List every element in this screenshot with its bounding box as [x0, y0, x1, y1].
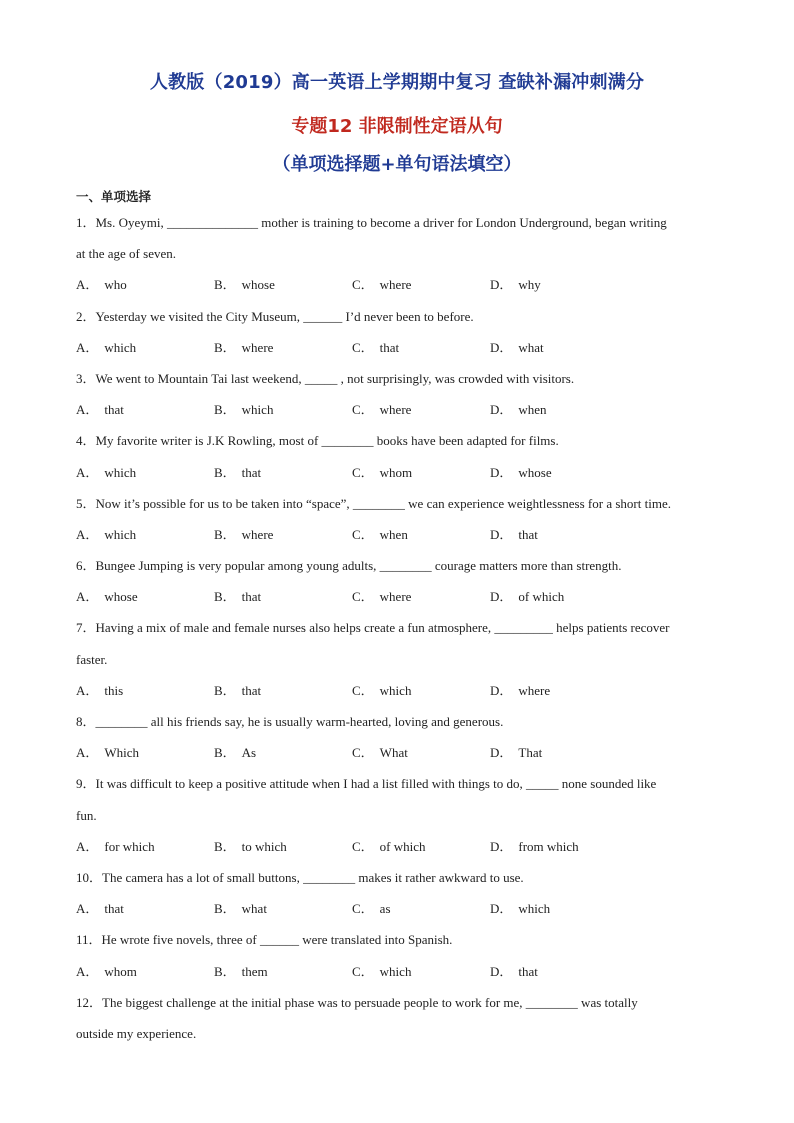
option-text: of which: [518, 589, 565, 605]
option-row: [76, 457, 726, 488]
answer-option: [76, 893, 214, 924]
answer-option: [76, 675, 214, 706]
option-text: As: [241, 745, 257, 761]
option-row: [76, 956, 726, 987]
option-row: [76, 737, 726, 768]
answer-option: [76, 332, 214, 363]
answer-option: [352, 519, 490, 550]
question-text: outside my experience.: [76, 1025, 197, 1041]
option-label: B．: [214, 745, 236, 761]
question-item: [76, 301, 726, 363]
option-label: C．: [352, 464, 374, 480]
document-subtitle: （单项选择题+单句语法填空）: [272, 154, 522, 175]
option-label: A．: [76, 682, 99, 698]
question-item: [76, 924, 726, 986]
answer-option: [76, 737, 214, 768]
option-label: D．: [490, 682, 513, 698]
answer-option: [76, 394, 214, 425]
answer-option: [76, 956, 214, 987]
option-text: who: [104, 277, 127, 293]
option-text: what: [241, 901, 267, 917]
question-item: [76, 207, 726, 301]
option-text: what: [518, 339, 544, 355]
option-text: which: [104, 526, 137, 542]
option-label: D．: [490, 901, 513, 917]
question-item: [76, 425, 726, 487]
option-label: D．: [490, 963, 513, 979]
option-text: where: [241, 526, 274, 542]
question-item: [76, 612, 726, 706]
option-text: when: [518, 402, 547, 418]
option-label: C．: [352, 745, 374, 761]
option-label: D．: [490, 402, 513, 418]
answer-option: [214, 519, 352, 550]
option-label: D．: [490, 526, 513, 542]
option-row: [76, 675, 726, 706]
answer-option: [490, 519, 628, 550]
option-label: B．: [214, 464, 236, 480]
option-label: C．: [352, 682, 374, 698]
question-text: 8．________ all his friends say, he is usually warm-hearted, loving and generous.: [76, 714, 504, 729]
answer-option: [352, 956, 490, 987]
option-text: that: [241, 682, 262, 698]
option-text: why: [518, 277, 541, 293]
option-text: whom: [379, 464, 413, 480]
option-text: that: [518, 526, 538, 542]
topic-title: 专题12 非限制性定语从句: [291, 116, 503, 137]
answer-option: [352, 332, 490, 363]
option-text: that: [104, 402, 124, 418]
question-text: 3．We went to Mountain Tai last weekend, _____ , not surprisingly, was crowded with visitors.: [76, 370, 575, 386]
option-label: A．: [76, 838, 99, 854]
answer-option: [76, 581, 214, 612]
option-text: What: [379, 745, 408, 761]
option-label: C．: [352, 838, 374, 854]
option-label: B．: [214, 402, 236, 418]
option-text: where: [379, 589, 412, 605]
question-text: 5．Now it’s possible for us to be taken into “space”, ________ we can experience weightlessness for a short time.: [76, 495, 671, 511]
question-text: fun.: [76, 807, 97, 823]
question-text: 11．He wrote five novels, three of ______ were translated into Spanish.: [76, 932, 453, 948]
answer-option: [76, 457, 214, 488]
answer-option: [490, 394, 628, 425]
option-label: C．: [352, 277, 374, 293]
option-label: C．: [352, 963, 374, 979]
option-text: when: [379, 526, 408, 542]
answer-option: [352, 457, 490, 488]
question-item: [76, 706, 726, 768]
option-label: D．: [490, 464, 513, 480]
option-text: where: [379, 277, 412, 293]
answer-option: [76, 519, 214, 550]
option-text: where: [241, 339, 274, 355]
option-row: [76, 269, 726, 300]
option-text: that: [241, 464, 262, 480]
option-text: for which: [104, 838, 155, 854]
option-label: A．: [76, 402, 99, 418]
question-item: [76, 488, 726, 550]
option-text: Which: [104, 745, 140, 761]
option-label: B．: [214, 963, 236, 979]
answer-option: [214, 893, 352, 924]
question-text: 7．Having a mix of male and female nurses also helps create a fun atmosphere, _________ helps patients recover: [76, 620, 670, 636]
answer-option: [490, 269, 628, 300]
answer-option: [76, 269, 214, 300]
option-text: where: [379, 402, 412, 418]
option-text: that: [518, 963, 538, 979]
option-label: B．: [214, 339, 236, 355]
answer-option: [214, 269, 352, 300]
answer-option: [352, 581, 490, 612]
option-label: D．: [490, 745, 513, 761]
option-text: which: [104, 464, 137, 480]
answer-option: [214, 737, 352, 768]
question-item: [76, 363, 726, 425]
answer-option: [352, 893, 490, 924]
option-label: D．: [490, 589, 513, 605]
option-label: A．: [76, 589, 99, 605]
question-text: at the age of seven.: [76, 246, 176, 262]
option-label: D．: [490, 339, 513, 355]
answer-option: [214, 332, 352, 363]
answer-option: [490, 675, 628, 706]
answer-option: [352, 394, 490, 425]
option-row: [76, 581, 726, 612]
option-label: C．: [352, 589, 374, 605]
option-row: [76, 394, 726, 425]
answer-option: [214, 831, 352, 862]
option-label: D．: [490, 277, 513, 293]
option-text: whose: [241, 277, 275, 293]
answer-option: [490, 956, 628, 987]
answer-option: [352, 675, 490, 706]
option-text: that: [379, 339, 400, 355]
answer-option: [352, 831, 490, 862]
question-list: [76, 207, 726, 1049]
option-label: C．: [352, 339, 374, 355]
question-text: 10．The camera has a lot of small buttons, ________ makes it rather awkward to use.: [76, 869, 524, 885]
answer-option: [352, 737, 490, 768]
answer-option: [76, 831, 214, 862]
option-text: which: [104, 339, 137, 355]
option-label: B．: [214, 901, 236, 917]
answer-option: [490, 332, 628, 363]
answer-option: [490, 457, 628, 488]
option-row: [76, 332, 726, 363]
answer-option: [214, 394, 352, 425]
option-label: A．: [76, 464, 99, 480]
option-text: whose: [104, 589, 138, 605]
option-label: B．: [214, 277, 236, 293]
option-label: A．: [76, 277, 99, 293]
answer-option: [490, 893, 628, 924]
answer-option: [214, 675, 352, 706]
question-text: 6．Bungee Jumping is very popular among young adults, ________ courage matters more than strength.: [76, 558, 622, 574]
option-text: of which: [379, 838, 426, 854]
option-label: C．: [352, 526, 374, 542]
document-title: 人教版（2019）高一英语上学期期中复习 查缺补漏冲刺满分: [149, 72, 645, 93]
answer-option: [490, 737, 628, 768]
option-text: which: [379, 963, 412, 979]
option-label: B．: [214, 838, 236, 854]
question-text: 12．The biggest challenge at the initial phase was to persuade people to work for me, ________ was totally: [76, 994, 638, 1010]
option-label: C．: [352, 901, 374, 917]
option-text: which: [518, 901, 551, 917]
option-text: to which: [241, 838, 287, 854]
option-label: D．: [490, 838, 513, 854]
option-text: which: [241, 402, 274, 418]
option-text: them: [241, 963, 268, 979]
option-text: from which: [518, 838, 579, 854]
answer-option: [214, 457, 352, 488]
option-text: which: [379, 682, 412, 698]
answer-option: [352, 269, 490, 300]
option-text: as: [379, 901, 391, 917]
question-item: [76, 550, 726, 612]
answer-option: [490, 581, 628, 612]
section-heading: 一、单项选择: [76, 189, 152, 204]
answer-option: [214, 581, 352, 612]
question-item: [76, 768, 726, 862]
question-item: [76, 862, 726, 924]
option-row: [76, 831, 726, 862]
question-text: 2．Yesterday we visited the City Museum, ______ I’d never been to before.: [76, 308, 474, 324]
option-label: A．: [76, 526, 99, 542]
option-label: A．: [76, 963, 99, 979]
option-text: whom: [104, 963, 137, 979]
question-text: 9．It was difficult to keep a positive attitude when I had a list filled with things to do, _____ none sounded like: [76, 776, 657, 792]
question-item: [76, 987, 726, 1049]
option-label: A．: [76, 901, 99, 917]
option-text: whose: [518, 464, 552, 480]
option-row: [76, 519, 726, 550]
option-label: A．: [76, 745, 99, 761]
option-text: where: [518, 682, 551, 698]
question-text: 1．Ms. Oyeymi, ______________ mother is training to become a driver for London Underground, began writing: [76, 215, 667, 230]
option-text: that: [241, 589, 262, 605]
answer-option: [490, 831, 628, 862]
option-label: C．: [352, 402, 374, 418]
question-text: 4．My favorite writer is J.K Rowling, most of ________ books have been adapted for films.: [76, 433, 559, 449]
option-text: this: [104, 682, 124, 698]
option-label: A．: [76, 339, 99, 355]
question-text: faster.: [76, 651, 108, 667]
option-row: [76, 893, 726, 924]
option-text: that: [104, 901, 124, 917]
option-label: B．: [214, 682, 236, 698]
option-label: B．: [214, 526, 236, 542]
option-label: B．: [214, 589, 236, 605]
answer-option: [214, 956, 352, 987]
option-text: That: [518, 745, 543, 761]
